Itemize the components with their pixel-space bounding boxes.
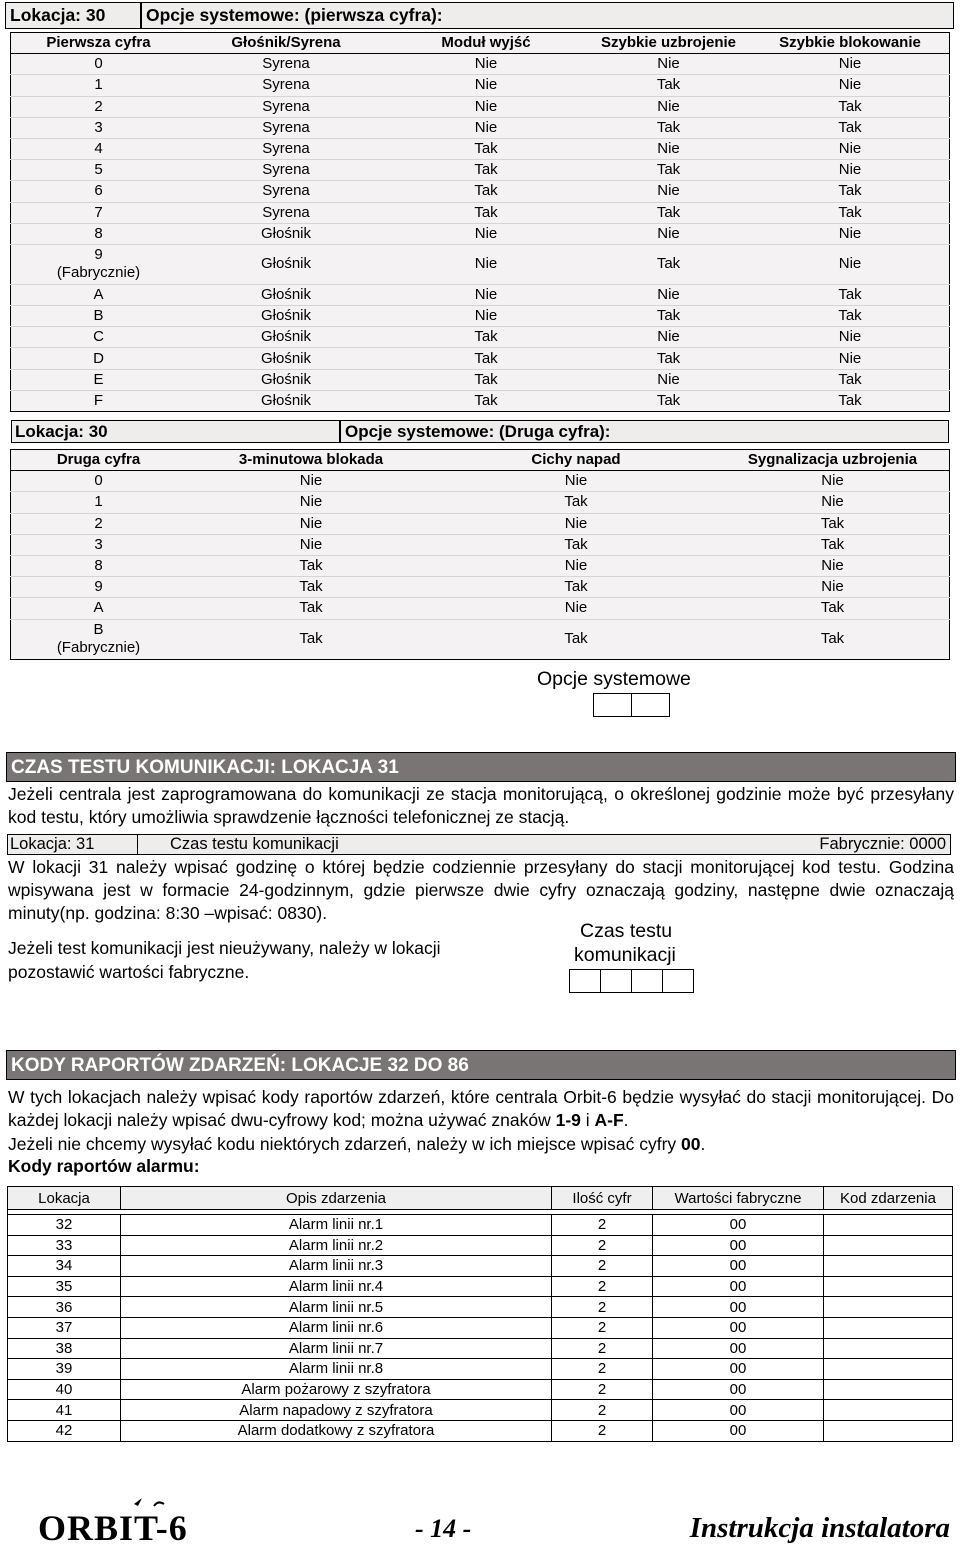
table-cell: 35	[8, 1276, 121, 1297]
column-header: Szybkie uzbrojenie	[586, 33, 751, 54]
table-row	[11, 75, 950, 96]
table-cell: Tak	[716, 598, 950, 619]
comm-test-note: Jeżeli test komunikacji jest nieużywany, należy w lokacji pozostawić wartości fabryczne.	[8, 938, 441, 982]
table-row	[8, 1215, 953, 1236]
table-row	[11, 138, 950, 159]
paragraph-text: W tych lokacjach należy wpisać kody raportów zdarzeń, które centrala Orbit-6 będzie wysyłać do stacji monitorującej. Do każdej lokacji należy wpisać dwu-cyfrowy kod; można używać znaków	[8, 1087, 954, 1130]
column-header: Głośnik/Syrena	[186, 33, 386, 54]
event-code-entry-cell[interactable]	[824, 1379, 953, 1400]
table-cell: 00	[653, 1215, 824, 1236]
paragraph-text: .	[700, 1134, 706, 1154]
table-cell: Alarm pożarowy z szyfratora	[121, 1379, 552, 1400]
location-31-label: Lokacja: 31	[10, 835, 138, 854]
alarm-report-codes-table	[7, 1186, 953, 1442]
table-cell: A	[11, 284, 187, 305]
column-header: Moduł wyjść	[386, 33, 586, 54]
event-code-entry-cell[interactable]	[824, 1256, 953, 1277]
orbit-logo	[38, 1498, 188, 1548]
digit-box[interactable]	[662, 969, 694, 993]
table-cell: 0	[11, 54, 187, 75]
column-header: Ilość cyfr	[552, 1187, 653, 1210]
table-cell: 39	[8, 1359, 121, 1380]
table-cell: Tak	[586, 75, 751, 96]
table-row	[11, 598, 950, 619]
table-cell: 00	[653, 1420, 824, 1441]
paragraph-text: .	[623, 1110, 629, 1130]
table-cell: Nie	[751, 327, 950, 348]
table-cell: Nie	[436, 598, 716, 619]
table-row	[11, 54, 950, 75]
table-cell: Tak	[186, 598, 436, 619]
column-header: 3-minutowa blokada	[186, 450, 436, 471]
event-code-entry-cell[interactable]	[824, 1420, 953, 1441]
table-cell: Alarm linii nr.7	[121, 1338, 552, 1359]
table-cell: 2	[552, 1235, 653, 1256]
column-header: Opis zdarzenia	[121, 1187, 552, 1210]
table-cell: Nie	[751, 160, 950, 181]
table-cell: Tak	[716, 534, 950, 555]
table-cell: Głośnik	[186, 306, 386, 327]
table-cell: 00	[653, 1256, 824, 1277]
table-cell: Alarm linii nr.5	[121, 1297, 552, 1318]
table-cell: Tak	[586, 160, 751, 181]
paragraph-text: i	[580, 1110, 595, 1130]
table-cell: 00	[653, 1317, 824, 1338]
table-row	[11, 202, 950, 223]
table-row	[8, 1359, 953, 1380]
table-cell: Tak	[716, 619, 950, 659]
table-cell: Tak	[386, 160, 586, 181]
table-cell: 41	[8, 1400, 121, 1421]
table-cell: Nie	[586, 181, 751, 202]
table-cell: 37	[8, 1317, 121, 1338]
table-cell: 8	[11, 223, 187, 244]
table-cell: 1	[11, 75, 187, 96]
table-cell: 33	[8, 1235, 121, 1256]
table-cell: Tak	[186, 577, 436, 598]
paragraph-bold: 00	[681, 1134, 701, 1154]
table-cell: Tak	[751, 202, 950, 223]
table-cell: 0	[11, 471, 187, 492]
event-code-entry-cell[interactable]	[824, 1215, 953, 1236]
table-cell: Tak	[751, 369, 950, 390]
table-row	[11, 160, 950, 181]
event-code-entry-cell[interactable]	[824, 1338, 953, 1359]
table-header-row	[11, 450, 950, 471]
location-31-title: Czas testu komunikacji	[170, 835, 339, 853]
table-cell: Syrena	[186, 117, 386, 138]
section1-title: Opcje systemowe: (pierwsza cyfra):	[141, 2, 954, 29]
table-cell: Głośnik	[186, 223, 386, 244]
table-row	[8, 1297, 953, 1318]
digit-box[interactable]	[631, 969, 663, 993]
table-cell	[11, 244, 187, 284]
table-cell: Tak	[386, 138, 586, 159]
table-cell: Nie	[716, 471, 950, 492]
table-cell: 2	[552, 1297, 653, 1318]
comm-test-box-label-2: komunikacji	[574, 944, 676, 966]
table-cell: Nie	[186, 471, 436, 492]
event-codes-paragraph-2	[8, 1133, 954, 1156]
footer-title: Instrukcja instalatora	[689, 1512, 950, 1544]
section1-location-label: Lokacja: 30	[5, 2, 141, 29]
table-cell: Głośnik	[186, 369, 386, 390]
table-cell: Głośnik	[186, 244, 386, 284]
table-cell: Tak	[386, 348, 586, 369]
table-cell: 00	[653, 1235, 824, 1256]
table-cell: 32	[8, 1215, 121, 1236]
table-cell: Tak	[751, 390, 950, 411]
table-cell: Alarm linii nr.6	[121, 1317, 552, 1338]
table-row	[8, 1256, 953, 1277]
table-cell: A	[11, 598, 187, 619]
table-cell: Tak	[586, 244, 751, 284]
table-cell: Syrena	[186, 75, 386, 96]
digit-box[interactable]	[600, 969, 632, 993]
table-cell: Syrena	[186, 138, 386, 159]
column-header: Pierwsza cyfra	[11, 33, 187, 54]
table-row	[11, 513, 950, 534]
table-row	[11, 181, 950, 202]
table-row	[8, 1235, 953, 1256]
table-cell: Nie	[586, 96, 751, 117]
table-cell: Tak	[586, 202, 751, 223]
event-code-entry-cell[interactable]	[824, 1400, 953, 1421]
column-header: Szybkie blokowanie	[751, 33, 950, 54]
table-row	[8, 1379, 953, 1400]
table-row	[8, 1400, 953, 1421]
table-cell: Tak	[386, 369, 586, 390]
table-cell: Nie	[716, 555, 950, 576]
table-cell: 00	[653, 1359, 824, 1380]
table-cell: 00	[653, 1338, 824, 1359]
table-cell: Tak	[751, 96, 950, 117]
table-cell: 2	[552, 1400, 653, 1421]
event-code-entry-cell[interactable]	[824, 1276, 953, 1297]
table-cell: Nie	[386, 75, 586, 96]
table-cell: Głośnik	[186, 390, 386, 411]
event-code-entry-cell[interactable]	[824, 1297, 953, 1318]
location-31-default: Fabrycznie: 0000	[819, 835, 946, 853]
table-cell: B	[11, 306, 187, 327]
table-row	[11, 492, 950, 513]
table-cell: Tak	[716, 513, 950, 534]
table-cell: Głośnik	[186, 348, 386, 369]
table-header-row	[8, 1187, 953, 1210]
table-cell: 2	[552, 1256, 653, 1277]
table-row	[11, 619, 950, 659]
event-code-entry-cell[interactable]	[824, 1317, 953, 1338]
table-cell: Alarm linii nr.8	[121, 1359, 552, 1380]
table-cell: Tak	[586, 117, 751, 138]
table-cell: Syrena	[186, 160, 386, 181]
table-cell: Tak	[436, 619, 716, 659]
table-row	[8, 1420, 953, 1441]
table-row	[11, 555, 950, 576]
column-header: Wartości fabryczne	[653, 1187, 824, 1210]
table-cell: Tak	[386, 202, 586, 223]
table-cell: 40	[8, 1379, 121, 1400]
table-cell: 9	[11, 577, 187, 598]
table-row	[11, 577, 950, 598]
table-cell: 5	[11, 160, 187, 181]
table-cell: 2	[552, 1215, 653, 1236]
paragraph-text: Jeżeli nie chcemy wysyłać kodu niektórych zdarzeń, należy w ich miejsce wpisać cyfry	[8, 1134, 682, 1154]
column-header: Kod zdarzenia	[824, 1187, 953, 1210]
table-cell: 7	[11, 202, 187, 223]
table-cell: Alarm dodatkowy z szyfratora	[121, 1420, 552, 1441]
table-row	[11, 223, 950, 244]
table-cell: Nie	[186, 492, 436, 513]
table-cell: 4	[11, 138, 187, 159]
section2-location-label: Lokacja: 30	[11, 420, 340, 443]
table-cell: Tak	[186, 619, 436, 659]
table-cell: Syrena	[186, 54, 386, 75]
comm-test-entry-boxes[interactable]	[569, 969, 693, 993]
table-cell: 3	[11, 534, 187, 555]
table-cell: Syrena	[186, 181, 386, 202]
comm-test-description: W lokacji 31 należy wpisać godzinę o której będzie codziennie przesyłany do stacji monitorującej kod testu. Godzina wpisywana jest w formacie 24-godzinnym, gdzie pierwsze dwie cyfry oznaczają godziny, następne dwie oznaczają minuty(np. godzina: 8:30 –wpisać: 0830).	[8, 857, 954, 923]
table-cell: Nie	[716, 577, 950, 598]
table-cell: Alarm linii nr.4	[121, 1276, 552, 1297]
table-row	[11, 534, 950, 555]
paragraph-bold: A-F	[594, 1110, 624, 1130]
table-cell: 1	[11, 492, 187, 513]
paragraph-bold: 1-9	[555, 1110, 581, 1130]
table-row	[11, 117, 950, 138]
table-cell: Nie	[436, 555, 716, 576]
table-cell: 2	[552, 1338, 653, 1359]
table-cell: Tak	[386, 390, 586, 411]
table-row	[11, 369, 950, 390]
table-cell: Nie	[186, 534, 436, 555]
table-cell: Alarm linii nr.1	[121, 1215, 552, 1236]
table-cell: Nie	[586, 284, 751, 305]
table-cell: E	[11, 369, 187, 390]
digit-box[interactable]	[631, 693, 670, 717]
table-row	[11, 96, 950, 117]
table-row	[8, 1338, 953, 1359]
table-cell: 2	[552, 1276, 653, 1297]
event-code-entry-cell[interactable]	[824, 1359, 953, 1380]
table-cell: Tak	[386, 181, 586, 202]
table-cell: Nie	[751, 75, 950, 96]
table-cell: 2	[11, 513, 187, 534]
table-cell: Nie	[586, 327, 751, 348]
table-cell: Nie	[586, 223, 751, 244]
table-row	[11, 306, 950, 327]
table-cell: Tak	[436, 492, 716, 513]
table-row	[11, 284, 950, 305]
table-cell	[11, 619, 187, 659]
factory-default-note: (Fabrycznie)	[56, 264, 141, 282]
event-codes-paragraph-1	[8, 1086, 954, 1132]
table-cell: Tak	[751, 181, 950, 202]
table-cell: Nie	[436, 513, 716, 534]
table-cell: 00	[653, 1276, 824, 1297]
table-row	[8, 1276, 953, 1297]
table-cell: C	[11, 327, 187, 348]
table-cell: 34	[8, 1256, 121, 1277]
second-digit-options-table	[10, 449, 950, 660]
table-cell: Tak	[186, 555, 436, 576]
table-cell: Głośnik	[186, 284, 386, 305]
digit-box[interactable]	[593, 693, 632, 717]
comm-test-box-label-1: Czas testu	[580, 920, 673, 942]
table-cell: Nie	[751, 223, 950, 244]
table-cell: Tak	[586, 306, 751, 327]
table-cell: 42	[8, 1420, 121, 1441]
table-cell: Nie	[436, 471, 716, 492]
alarm-codes-subheading: Kody raportów alarmu:	[8, 1156, 200, 1176]
table-row	[8, 1317, 953, 1338]
table-cell: Alarm linii nr.2	[121, 1235, 552, 1256]
table-cell: Alarm linii nr.3	[121, 1256, 552, 1277]
table-cell: 6	[11, 181, 187, 202]
system-options-box-label: Opcje systemowe	[537, 668, 691, 690]
table-cell: Nie	[186, 513, 436, 534]
table-row	[11, 471, 950, 492]
table-cell: 2	[11, 96, 187, 117]
table-cell: Nie	[751, 54, 950, 75]
table-cell: 00	[653, 1400, 824, 1421]
table-row	[11, 390, 950, 411]
table-cell: Tak	[436, 577, 716, 598]
table-cell: 00	[653, 1297, 824, 1318]
table-cell: Nie	[386, 306, 586, 327]
table-cell: 3	[11, 117, 187, 138]
column-header: Cichy napad	[436, 450, 716, 471]
table-cell: Nie	[386, 244, 586, 284]
table-cell: 38	[8, 1338, 121, 1359]
table-cell: Nie	[386, 96, 586, 117]
column-header: Lokacja	[8, 1187, 121, 1210]
factory-default-note: (Fabrycznie)	[56, 639, 141, 656]
table-cell: Nie	[751, 244, 950, 284]
table-cell: 8	[11, 555, 187, 576]
table-cell: 36	[8, 1297, 121, 1318]
table-cell: 2	[552, 1379, 653, 1400]
table-cell: 2	[552, 1359, 653, 1380]
table-cell: Nie	[716, 492, 950, 513]
table-cell: Nie	[751, 138, 950, 159]
first-digit-options-table	[10, 32, 950, 412]
table-row	[11, 348, 950, 369]
digit-box[interactable]	[569, 969, 601, 993]
page-footer	[0, 1498, 960, 1548]
table-cell: Tak	[751, 117, 950, 138]
table-row	[11, 327, 950, 348]
section2-title: Opcje systemowe: (Druga cyfra):	[340, 420, 949, 443]
table-cell: D	[11, 348, 187, 369]
table-cell: F	[11, 390, 187, 411]
table-cell: Głośnik	[186, 327, 386, 348]
table-cell: Nie	[386, 284, 586, 305]
table-cell: Tak	[751, 306, 950, 327]
table-cell: Tak	[586, 348, 751, 369]
event-code-entry-cell[interactable]	[824, 1235, 953, 1256]
table-cell: Nie	[586, 54, 751, 75]
comm-test-heading: CZAS TESTU KOMUNIKACJI: LOKACJA 31	[6, 752, 956, 782]
column-header: Sygnalizacja uzbrojenia	[716, 450, 950, 471]
table-cell: Tak	[751, 284, 950, 305]
table-cell: Alarm napadowy z szyfratora	[121, 1400, 552, 1421]
system-options-entry-boxes[interactable]	[593, 693, 669, 717]
table-cell: 00	[653, 1379, 824, 1400]
cell-value: B	[93, 621, 104, 638]
cell-value: 9	[94, 246, 103, 264]
location-31-bar	[7, 834, 951, 855]
table-cell: Nie	[586, 369, 751, 390]
table-cell: Nie	[751, 348, 950, 369]
table-cell: 2	[552, 1317, 653, 1338]
table-cell: Tak	[386, 327, 586, 348]
table-cell: Tak	[436, 534, 716, 555]
logo-text: ORBIT-6	[38, 1508, 188, 1548]
table-cell: Nie	[386, 117, 586, 138]
table-cell: 2	[552, 1420, 653, 1441]
table-row	[11, 244, 950, 284]
table-cell: Tak	[586, 390, 751, 411]
page-number: - 14 -	[415, 1514, 472, 1543]
table-cell: Syrena	[186, 96, 386, 117]
table-cell: Nie	[586, 138, 751, 159]
table-cell: Nie	[386, 223, 586, 244]
table-header-row	[11, 33, 950, 54]
comm-test-intro: Jeżeli centrala jest zaprogramowana do komunikacji ze stacja monitorującą, o określonej godzinie może być przesyłany kod testu, który umożliwia sprawdzenie łączności telefonicznej ze stacją.	[8, 784, 954, 827]
table-cell: Syrena	[186, 202, 386, 223]
table-cell: Nie	[386, 54, 586, 75]
column-header: Druga cyfra	[11, 450, 187, 471]
event-codes-heading: KODY RAPORTÓW ZDARZEŃ: LOKACJE 32 DO 86	[6, 1050, 956, 1080]
